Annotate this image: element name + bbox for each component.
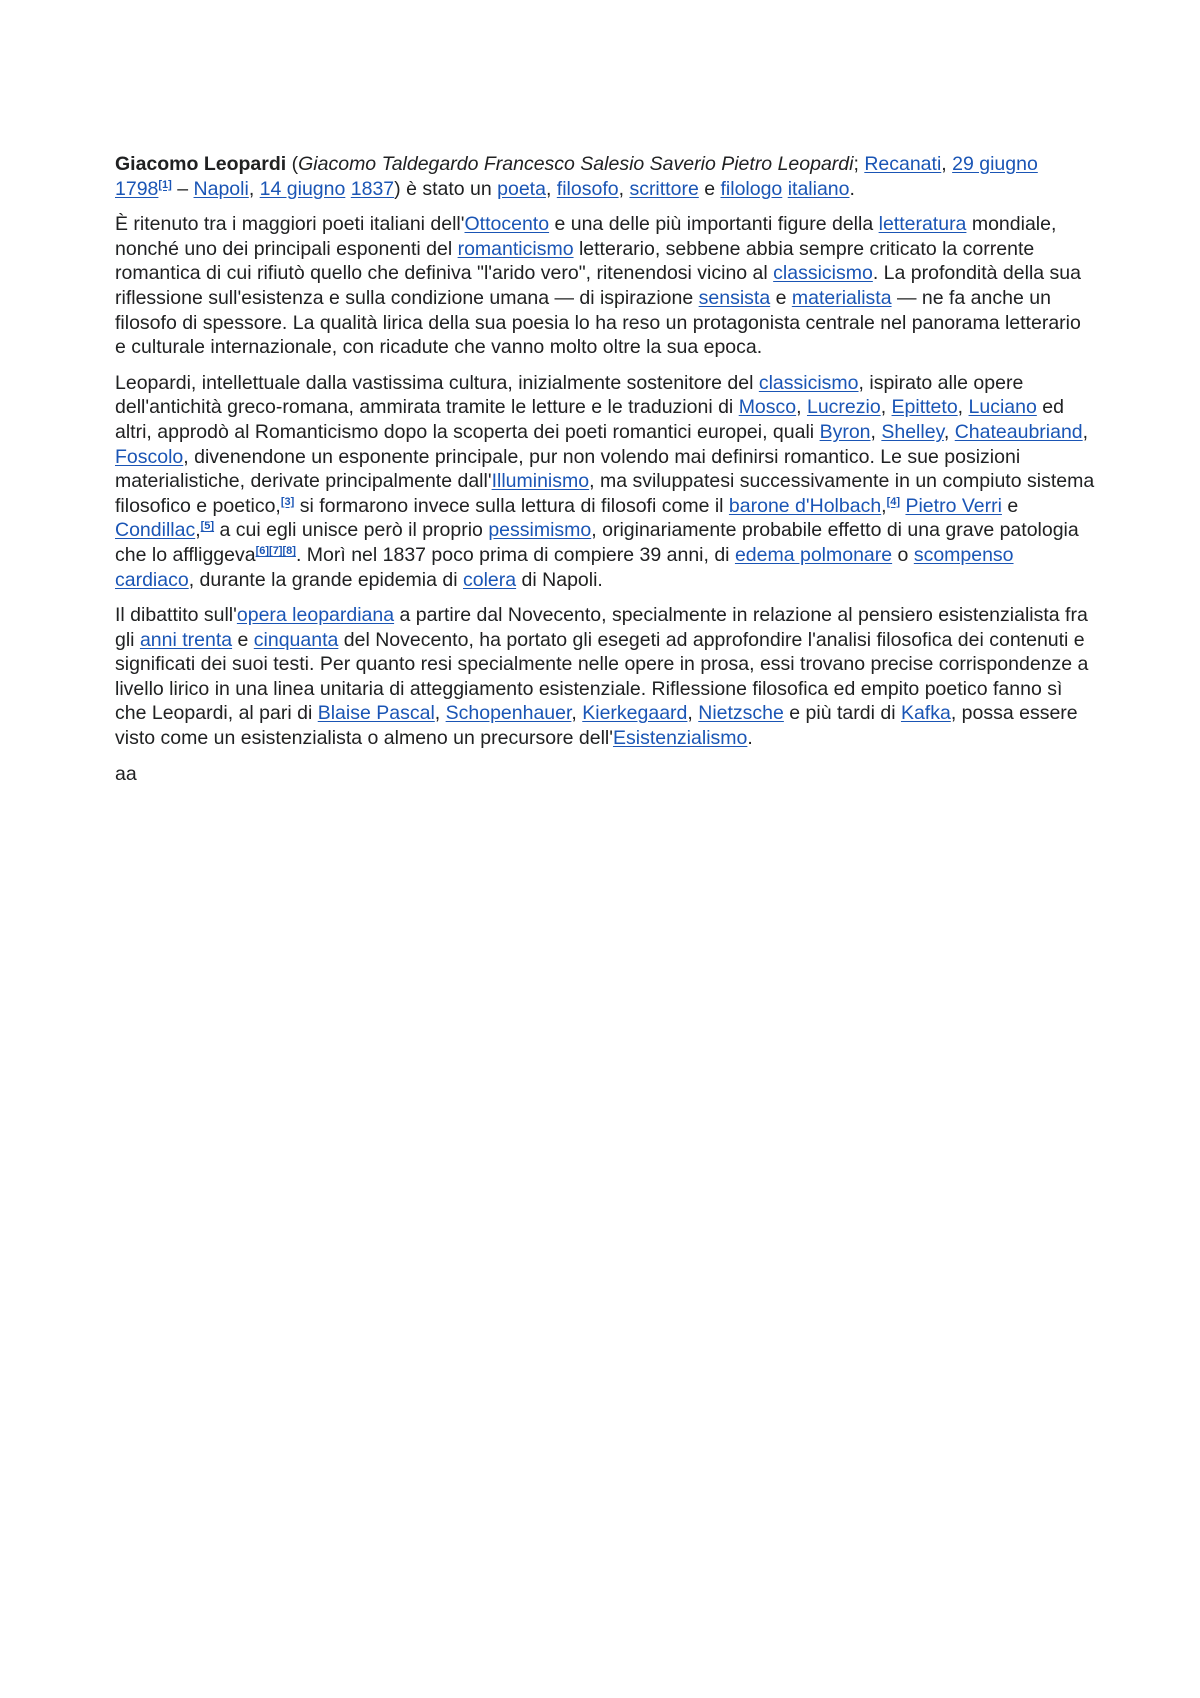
footnote-ref: [158, 179, 171, 191]
link-death-date[interactable]: 14 giugno: [259, 177, 346, 200]
text: ,: [881, 494, 887, 517]
text: si formarono invece sulla lettura di filosofi come il: [294, 494, 729, 517]
paragraph-overview: [115, 212, 1095, 360]
link-birth-year[interactable]: 1798: [115, 177, 159, 200]
link-esistenzialismo[interactable]: Esistenzialismo: [612, 727, 748, 750]
paragraph-legacy: [115, 603, 1095, 751]
link-byron[interactable]: Byron: [819, 420, 871, 443]
link-letteratura[interactable]: letteratura: [878, 213, 967, 236]
text: . Morì nel 1837 poco prima di compiere 39 anni, di: [295, 543, 735, 566]
text: ,: [941, 153, 953, 175]
link-filologo[interactable]: filologo: [720, 177, 783, 200]
link-anni-trenta[interactable]: anni trenta: [139, 628, 233, 651]
footnote-link-4[interactable]: [4]: [886, 495, 901, 508]
text: e: [1001, 494, 1019, 517]
text: , ma sviluppatesi successivamente in un compiuto sistema filosofico e poetico,: [115, 470, 1095, 517]
text: , possa essere visto come un esistenzialista o almeno un precursore dell': [115, 702, 1078, 750]
link-lucrezio[interactable]: Lucrezio: [806, 396, 881, 419]
link-blaise-pascal[interactable]: Blaise Pascal: [317, 702, 435, 725]
text: ed altri, approdò al Romanticismo dopo la scoperta dei poeti romantici europei, quali: [115, 396, 1064, 443]
link-sensista[interactable]: sensista: [698, 286, 771, 309]
link-napoli[interactable]: Napoli: [193, 177, 249, 200]
link-pessimismo[interactable]: pessimismo: [488, 519, 592, 542]
link-mosco[interactable]: Mosco: [738, 396, 797, 419]
text: , durante la grande epidemia di: [188, 568, 463, 591]
text: È ritenuto tra i maggiori poeti italiani dell': [115, 213, 465, 236]
text: (: [286, 153, 299, 175]
link-scrittore[interactable]: scrittore: [629, 177, 699, 200]
link-classicismo[interactable]: classicismo: [773, 262, 873, 285]
text: e una delle più importanti figure della: [549, 213, 879, 236]
text: Leopardi, intellettuale dalla vastissima cultura, inizialmente sostenitore del: [115, 371, 759, 394]
text: , divenendone un esponente principale, pur non volendo mai definirsi romantico. Le sue posizioni materialistiche, derivate principalmente dall': [115, 445, 1021, 493]
footnote-link-8[interactable]: [8]: [282, 544, 296, 557]
link-recanati[interactable]: Recanati: [864, 153, 942, 175]
text: letterario, sebbene abbia sempre criticato la corrente romantica di cui rifiutò quello che definiva "l'arido vero", ritenendosi vicino al: [115, 237, 1035, 285]
text: ,: [1082, 420, 1089, 443]
link-epitteto[interactable]: Epitteto: [891, 396, 958, 419]
text: .: [747, 727, 753, 750]
text: e: [698, 177, 721, 200]
link-italiano[interactable]: italiano: [787, 177, 850, 200]
link-cinquanta[interactable]: cinquanta: [253, 628, 339, 651]
text: .: [849, 177, 855, 200]
text: del Novecento, ha portato gli esegeti ad approfondire l'analisi filosofica dei contenuti e significati dei suoi testi. Per quanto resi specialmente nelle opere in prosa, essi trovano precise corrispondenze a livello lirico in una linea unitaria di atteggiamento esistenziale. Riflessione filosofica ed empito poetico fanno sì che Leopardi, al pari di: [115, 628, 1089, 725]
link-chateaubriand[interactable]: Chateaubriand: [954, 420, 1083, 443]
link-illuminismo[interactable]: Illuminismo: [491, 470, 590, 493]
link-nietzsche[interactable]: Nietzsche: [698, 702, 784, 725]
link-colera[interactable]: colera: [463, 568, 517, 591]
text: ,: [957, 396, 969, 419]
footnote-link-3[interactable]: [3]: [280, 495, 295, 508]
link-foscolo[interactable]: Foscolo: [115, 445, 184, 468]
link-materialista[interactable]: materialista: [791, 286, 892, 309]
footnote-ref: [201, 520, 214, 532]
text: ,: [571, 702, 583, 725]
footnote-ref: [887, 496, 900, 508]
footnote-link-1[interactable]: [1]: [158, 178, 172, 191]
link-pietro-verri[interactable]: Pietro Verri: [905, 494, 1002, 517]
text: ,: [687, 702, 699, 725]
text: Il dibattito sull': [115, 604, 237, 627]
footnote-ref: [281, 496, 294, 508]
full-name: Giacomo Taldegardo Francesco Salesio Saverio Pietro Leopardi: [298, 153, 854, 175]
footnote-link-5[interactable]: [5]: [200, 520, 215, 533]
footnote-ref: [256, 545, 296, 557]
footnote-link-6[interactable]: [6]: [255, 544, 270, 557]
text: — ne fa anche un filosofo di spessore. La qualità lirica della sua poesia lo ha reso un protagonista centrale nel panorama letterario e culturale internazionale, con ricadute che vanno molto oltre la sua epoca.: [115, 286, 1081, 359]
link-romanticismo[interactable]: romanticismo: [457, 237, 574, 260]
subject-name: Giacomo Leopardi: [115, 153, 287, 175]
trailing-text: aa: [115, 762, 137, 785]
text: ,: [618, 177, 630, 200]
link-poeta[interactable]: poeta: [497, 177, 546, 200]
link-kierkegaard[interactable]: Kierkegaard: [582, 702, 688, 725]
text: ;: [853, 153, 865, 175]
text: mondiale, nonché uno dei principali esponenti del: [115, 213, 1057, 260]
text: ,: [195, 519, 201, 542]
link-kafka[interactable]: Kafka: [900, 702, 951, 725]
text: di Napoli.: [516, 568, 603, 591]
text: –: [171, 177, 194, 200]
text: ,: [943, 420, 955, 443]
link-classicismo-2[interactable]: classicismo: [758, 371, 859, 394]
text: e: [770, 286, 792, 309]
link-schopenhauer[interactable]: Schopenhauer: [445, 702, 572, 725]
paragraph-biography: [115, 371, 1095, 592]
text: . La profondità della sua riflessione sull'esistenza e sulla condizione umana — di ispirazione: [115, 262, 1081, 309]
link-opera-leopardiana[interactable]: opera leopardiana: [236, 604, 395, 627]
text: ,: [796, 396, 807, 419]
text: , ispirato alle opere dell'antichità greco-romana, ammirata tramite le letture e le traduzioni di: [115, 371, 1024, 419]
link-holbach[interactable]: barone d'Holbach: [728, 494, 882, 517]
link-ottocento[interactable]: Ottocento: [464, 213, 550, 236]
link-birth-date[interactable]: 29 giugno: [952, 153, 1038, 175]
footnote-link-7[interactable]: [7]: [269, 544, 283, 557]
text: ,: [880, 396, 892, 419]
text: ,: [870, 420, 882, 443]
link-condillac[interactable]: Condillac: [115, 519, 196, 542]
link-edema-polmonare[interactable]: edema polmonare: [734, 543, 893, 566]
text: ,: [248, 177, 260, 200]
text: ,: [434, 702, 446, 725]
link-filosofo[interactable]: filosofo: [556, 177, 619, 200]
text: , originariamente probabile effetto di una grave patologia che lo affliggeva: [115, 519, 1079, 566]
text: a partire dal Novecento, specialmente in relazione al pensiero esistenzialista fra gli: [115, 604, 1088, 651]
paragraph-intro: [115, 152, 1095, 201]
link-shelley[interactable]: Shelley: [881, 420, 944, 443]
text: ) è stato un: [394, 177, 498, 200]
text: e più tardi di: [783, 702, 901, 725]
text: e: [232, 628, 254, 651]
link-death-year[interactable]: 1837: [350, 177, 395, 200]
text: a cui egli unisce però il proprio: [214, 519, 489, 542]
link-luciano[interactable]: Luciano: [968, 396, 1037, 419]
text: o: [892, 543, 914, 566]
link-scompenso-cardiaco[interactable]: scompenso cardiaco: [115, 543, 1014, 591]
text: ,: [545, 177, 557, 200]
document-body: [115, 152, 1095, 797]
